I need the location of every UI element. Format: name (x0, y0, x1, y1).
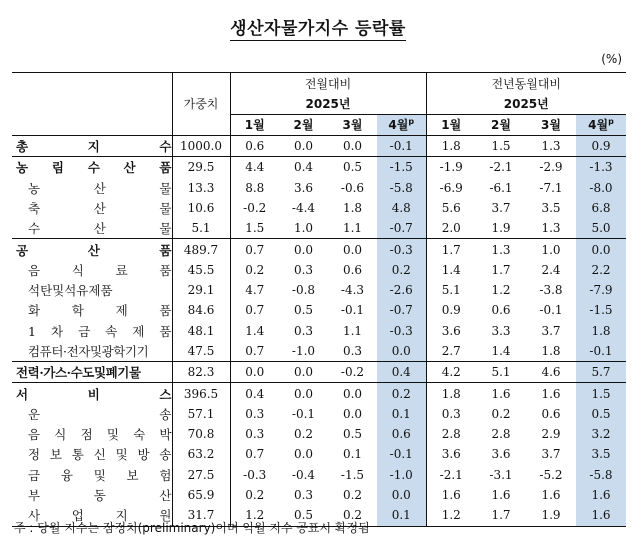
mom-cell: 0.2 (377, 260, 426, 280)
yoy-cell: -7.1 (539, 180, 563, 195)
weight-cell: 84.6 (172, 300, 230, 320)
mom-cell: -4.3 (340, 283, 365, 298)
row-label: 화 학 제 품 (28, 303, 172, 319)
mom-cell: -1.5 (377, 157, 426, 178)
yoy-cell: -1.3 (576, 157, 626, 178)
yoy-cell: 0.5 (576, 404, 626, 424)
mom-cell: 0.5 (279, 505, 328, 526)
mom-cell: 0.0 (293, 447, 314, 462)
row-label: 금 융 및 보 험 (28, 467, 172, 483)
yoy-cell: 5.1 (476, 362, 526, 383)
mom-cell: 0.0 (279, 239, 328, 260)
row-label: 수 산 물 (28, 221, 172, 237)
yoy-cell: 3.6 (426, 444, 476, 464)
mom-month-4: 4월$^p$ (377, 114, 426, 135)
mom-cell: -0.6 (340, 180, 365, 195)
ppi-table (12, 72, 626, 527)
yoy-cell: -1.5 (576, 300, 626, 320)
yoy-cell: -0.1 (576, 341, 626, 362)
yoy-cell: 1.7 (426, 239, 476, 260)
mom-cell: 0.5 (342, 427, 363, 442)
yoy-cell: -2.9 (526, 157, 576, 178)
yoy-cell: -2.1 (476, 157, 526, 178)
weight-cell: 10.6 (172, 198, 230, 218)
yoy-cell: -3.1 (489, 467, 513, 482)
weight-cell: 1000.0 (172, 135, 230, 156)
weight-cell: 31.7 (172, 505, 230, 526)
yoy-cell: -1.9 (426, 157, 476, 178)
yoy-cell: 3.7 (541, 447, 561, 462)
mom-header: 전월대비 (230, 73, 426, 94)
mom-cell: -0.2 (230, 198, 279, 218)
mom-cell: 0.0 (230, 362, 279, 383)
mom-cell: 0.0 (279, 362, 328, 383)
mom-cell: 0.7 (230, 239, 279, 260)
mom-cell: 1.1 (342, 323, 363, 338)
mom-cell: 1.1 (342, 221, 363, 236)
yoy-cell: 4.2 (426, 362, 476, 383)
row-label: 음 식 점 및 숙 박 (28, 427, 172, 443)
mom-cell: -1.0 (291, 344, 316, 358)
weight-cell: 29.1 (172, 280, 230, 300)
mom-cell: 0.4 (279, 157, 328, 178)
mom-cell: 0.2 (328, 505, 377, 526)
table-row (12, 157, 626, 178)
yoy-cell: 3.5 (576, 444, 626, 464)
mom-cell: 0.0 (328, 135, 377, 156)
table-row (12, 321, 626, 341)
yoy-cell: 1.6 (426, 485, 476, 505)
mom-cell: 0.0 (342, 406, 363, 421)
yoy-cell: 1.3 (476, 239, 526, 260)
mom-cell: 0.4 (230, 383, 279, 404)
mom-cell: 0.2 (230, 485, 279, 505)
mom-cell: 1.0 (293, 221, 314, 236)
mom-cell: -0.3 (230, 465, 279, 485)
yoy-cell: 2.4 (541, 262, 561, 277)
yoy-cell: 1.5 (576, 383, 626, 404)
weight-cell: 65.9 (172, 485, 230, 505)
mom-cell: 1.2 (230, 505, 279, 526)
mom-cell: -0.2 (328, 362, 377, 383)
yoy-cell: 1.7 (491, 262, 511, 277)
table-row (12, 341, 626, 362)
mom-cell: 0.6 (230, 135, 279, 156)
mom-cell: 0.0 (279, 135, 328, 156)
yoy-month-1: 1월 (426, 114, 476, 135)
mom-cell: 0.1 (377, 505, 426, 526)
yoy-cell: 1.5 (476, 135, 526, 156)
yoy-cell: 3.6 (491, 447, 511, 462)
yoy-cell: -8.0 (576, 177, 626, 197)
yoy-cell: 1.8 (426, 135, 476, 156)
yoy-cell: 0.6 (491, 303, 511, 318)
mom-cell: 4.4 (230, 157, 279, 178)
mom-cell: -0.7 (377, 300, 426, 320)
mom-cell: -0.1 (377, 135, 426, 156)
mom-cell: -2.6 (377, 280, 426, 300)
yoy-cell: 1.9 (491, 221, 511, 236)
label-header (12, 73, 172, 136)
yoy-cell: -0.1 (539, 303, 563, 318)
yoy-cell: 1.6 (526, 383, 576, 404)
yoy-cell: 0.9 (426, 300, 476, 320)
yoy-cell: 5.0 (576, 218, 626, 239)
table-row (12, 280, 626, 300)
yoy-cell: 1.9 (526, 505, 576, 526)
row-label: 서 비 스 (12, 383, 172, 404)
mom-cell: -5.8 (377, 177, 426, 197)
yoy-cell: 1.6 (541, 488, 561, 503)
yoy-cell: 1.6 (576, 485, 626, 505)
weight-cell: 57.1 (172, 404, 230, 424)
table-row (12, 362, 626, 383)
yoy-cell: 1.2 (491, 283, 511, 298)
mom-cell: -0.1 (377, 444, 426, 464)
mom-cell: -0.4 (291, 467, 316, 482)
row-label: 운 송 (28, 406, 172, 422)
table-row (12, 300, 626, 320)
yoy-cell: 1.4 (491, 344, 511, 358)
mom-cell: 0.5 (293, 303, 314, 318)
yoy-cell: 5.7 (576, 362, 626, 383)
row-label: 1 차 금 속 제 품 (28, 323, 172, 339)
weight-cell: 396.5 (172, 383, 230, 404)
row-label: 농 림 수 산 품 (12, 157, 172, 178)
yoy-cell: 2.2 (576, 260, 626, 280)
yoy-cell: 2.0 (426, 218, 476, 239)
mom-cell: 0.0 (328, 383, 377, 404)
yoy-cell: 0.6 (541, 406, 561, 421)
mom-month-1: 1월 (230, 114, 279, 135)
table-row (12, 465, 626, 485)
mom-cell: 8.8 (230, 177, 279, 197)
row-label: 컴퓨터·전자및광학기기 (28, 344, 149, 359)
mom-cell: -0.1 (340, 303, 365, 318)
mom-cell: 1.8 (342, 200, 363, 215)
weight-cell: 47.5 (172, 341, 230, 362)
table-row (12, 198, 626, 218)
yoy-cell: 1.3 (526, 135, 576, 156)
yoy-month-2: 2월 (476, 114, 526, 135)
unit-label: (%) (601, 52, 622, 66)
yoy-cell: 0.2 (491, 406, 511, 421)
mom-cell: 1.5 (230, 218, 279, 239)
table-row (12, 239, 626, 260)
yoy-cell: -5.8 (576, 465, 626, 485)
mom-cell: 0.7 (230, 444, 279, 464)
yoy-cell: -5.2 (539, 467, 563, 482)
yoy-cell: 1.6 (576, 505, 626, 526)
yoy-cell: -7.9 (576, 280, 626, 300)
mom-cell: 0.2 (230, 260, 279, 280)
weight-cell: 13.3 (172, 177, 230, 197)
yoy-month-4: 4월$^p$ (576, 114, 626, 135)
yoy-cell: 5.1 (426, 280, 476, 300)
row-label: 전력·가스·수도및폐기물 (12, 362, 172, 383)
weight-cell: 5.1 (172, 218, 230, 239)
weight-header: 가중치 (172, 73, 230, 136)
yoy-cell: 1.7 (476, 505, 526, 526)
mom-cell: 0.2 (293, 427, 314, 442)
mom-cell: -0.3 (377, 321, 426, 341)
yoy-cell: 1.6 (476, 383, 526, 404)
weight-cell: 27.5 (172, 465, 230, 485)
mom-cell: 0.3 (293, 488, 314, 503)
yoy-cell: -3.8 (539, 283, 563, 298)
table-row (12, 260, 626, 280)
yoy-cell: 3.7 (541, 323, 561, 338)
weight-cell: 29.5 (172, 157, 230, 178)
mom-year: 2025년 (230, 93, 426, 114)
mom-cell: -0.8 (291, 283, 316, 298)
row-label: 농 산 물 (28, 180, 172, 196)
mom-cell: 0.3 (293, 262, 314, 277)
mom-cell: 0.6 (342, 262, 363, 277)
yoy-cell: 1.8 (541, 344, 561, 358)
mom-cell: 0.1 (377, 404, 426, 424)
yoy-cell: -6.1 (489, 180, 513, 195)
yoy-cell: 4.6 (526, 362, 576, 383)
mom-cell: 1.4 (230, 321, 279, 341)
yoy-cell: 0.9 (576, 135, 626, 156)
yoy-cell: 6.8 (576, 198, 626, 218)
mom-cell: 0.6 (377, 424, 426, 444)
mom-month-3: 3월 (328, 114, 377, 135)
table-row (12, 218, 626, 239)
yoy-cell: 0.3 (426, 404, 476, 424)
mom-cell: 0.0 (377, 485, 426, 505)
row-label: 정 보 통 신 및 방 송 (28, 447, 172, 463)
row-label: 음 식 료 품 (28, 262, 172, 278)
yoy-cell: 2.8 (491, 427, 511, 442)
weight-cell: 45.5 (172, 260, 230, 280)
mom-cell: 3.6 (293, 180, 314, 195)
yoy-cell: 3.3 (491, 323, 511, 338)
row-label: 축 산 물 (28, 200, 172, 216)
yoy-cell: 2.9 (541, 427, 561, 442)
mom-cell: 0.0 (377, 341, 426, 362)
yoy-cell: -2.1 (426, 465, 476, 485)
yoy-cell: 2.8 (426, 424, 476, 444)
yoy-cell: 1.8 (576, 321, 626, 341)
mom-cell: 0.4 (377, 362, 426, 383)
footnote: 주 : 당월 지수는 잠정치(preliminary)이며 익월 지수 공표시 확정됨 (14, 521, 370, 535)
row-label: 사 업 지 원 (12, 505, 172, 526)
yoy-cell: 1.8 (426, 383, 476, 404)
weight-cell: 63.2 (172, 444, 230, 464)
mom-cell: -0.3 (377, 239, 426, 260)
yoy-cell: 5.6 (426, 198, 476, 218)
mom-cell: 0.0 (279, 383, 328, 404)
mom-cell: 0.1 (342, 447, 363, 462)
table-row (12, 485, 626, 505)
table-row (12, 383, 626, 404)
yoy-header: 전년동월대비 (426, 73, 626, 94)
yoy-cell: 3.5 (541, 200, 561, 215)
yoy-cell: 2.7 (426, 341, 476, 362)
row-label: 석탄및석유제품 (28, 283, 113, 299)
table-title: 생산자물가지수 등락률 (230, 19, 406, 39)
table-row (12, 404, 626, 424)
table-row (12, 424, 626, 444)
mom-cell: 0.3 (230, 404, 279, 424)
mom-cell: -0.1 (291, 406, 316, 421)
mom-cell: 0.7 (230, 300, 279, 320)
yoy-cell: 0.0 (576, 239, 626, 260)
mom-cell: 0.5 (328, 157, 377, 178)
table-row (12, 177, 626, 197)
yoy-cell: 3.7 (491, 200, 511, 215)
mom-cell: 0.3 (293, 323, 314, 338)
weight-cell: 82.3 (172, 362, 230, 383)
yoy-cell: -6.9 (426, 177, 476, 197)
mom-cell: -1.0 (377, 465, 426, 485)
row-label: 부 동 산 (28, 488, 172, 504)
mom-cell: 0.2 (342, 488, 363, 503)
mom-cell: 0.0 (328, 239, 377, 260)
table-row (12, 135, 626, 156)
yoy-cell: 3.2 (576, 424, 626, 444)
yoy-month-3: 3월 (526, 114, 576, 135)
weight-cell: 70.8 (172, 424, 230, 444)
mom-cell: -4.4 (291, 200, 316, 215)
mom-month-2: 2월 (279, 114, 328, 135)
mom-cell: 0.3 (230, 424, 279, 444)
row-label: 총 지 수 (12, 135, 172, 156)
weight-cell: 48.1 (172, 321, 230, 341)
yoy-cell: 1.3 (541, 221, 561, 236)
weight-cell: 489.7 (172, 239, 230, 260)
mom-cell: -1.5 (340, 467, 365, 482)
row-label: 공 산 품 (12, 239, 172, 260)
yoy-cell: 1.4 (426, 260, 476, 280)
yoy-year: 2025년 (426, 93, 626, 114)
yoy-cell: 1.6 (491, 488, 511, 503)
mom-cell: 0.2 (377, 383, 426, 404)
mom-cell: 4.8 (377, 198, 426, 218)
mom-cell: -0.7 (377, 218, 426, 239)
yoy-cell: 1.2 (426, 505, 476, 526)
yoy-cell: 3.6 (426, 321, 476, 341)
mom-cell: 0.3 (342, 344, 363, 358)
mom-cell: 0.7 (230, 341, 279, 362)
table-row (12, 444, 626, 464)
mom-cell: 4.7 (230, 280, 279, 300)
yoy-cell: 1.0 (526, 239, 576, 260)
